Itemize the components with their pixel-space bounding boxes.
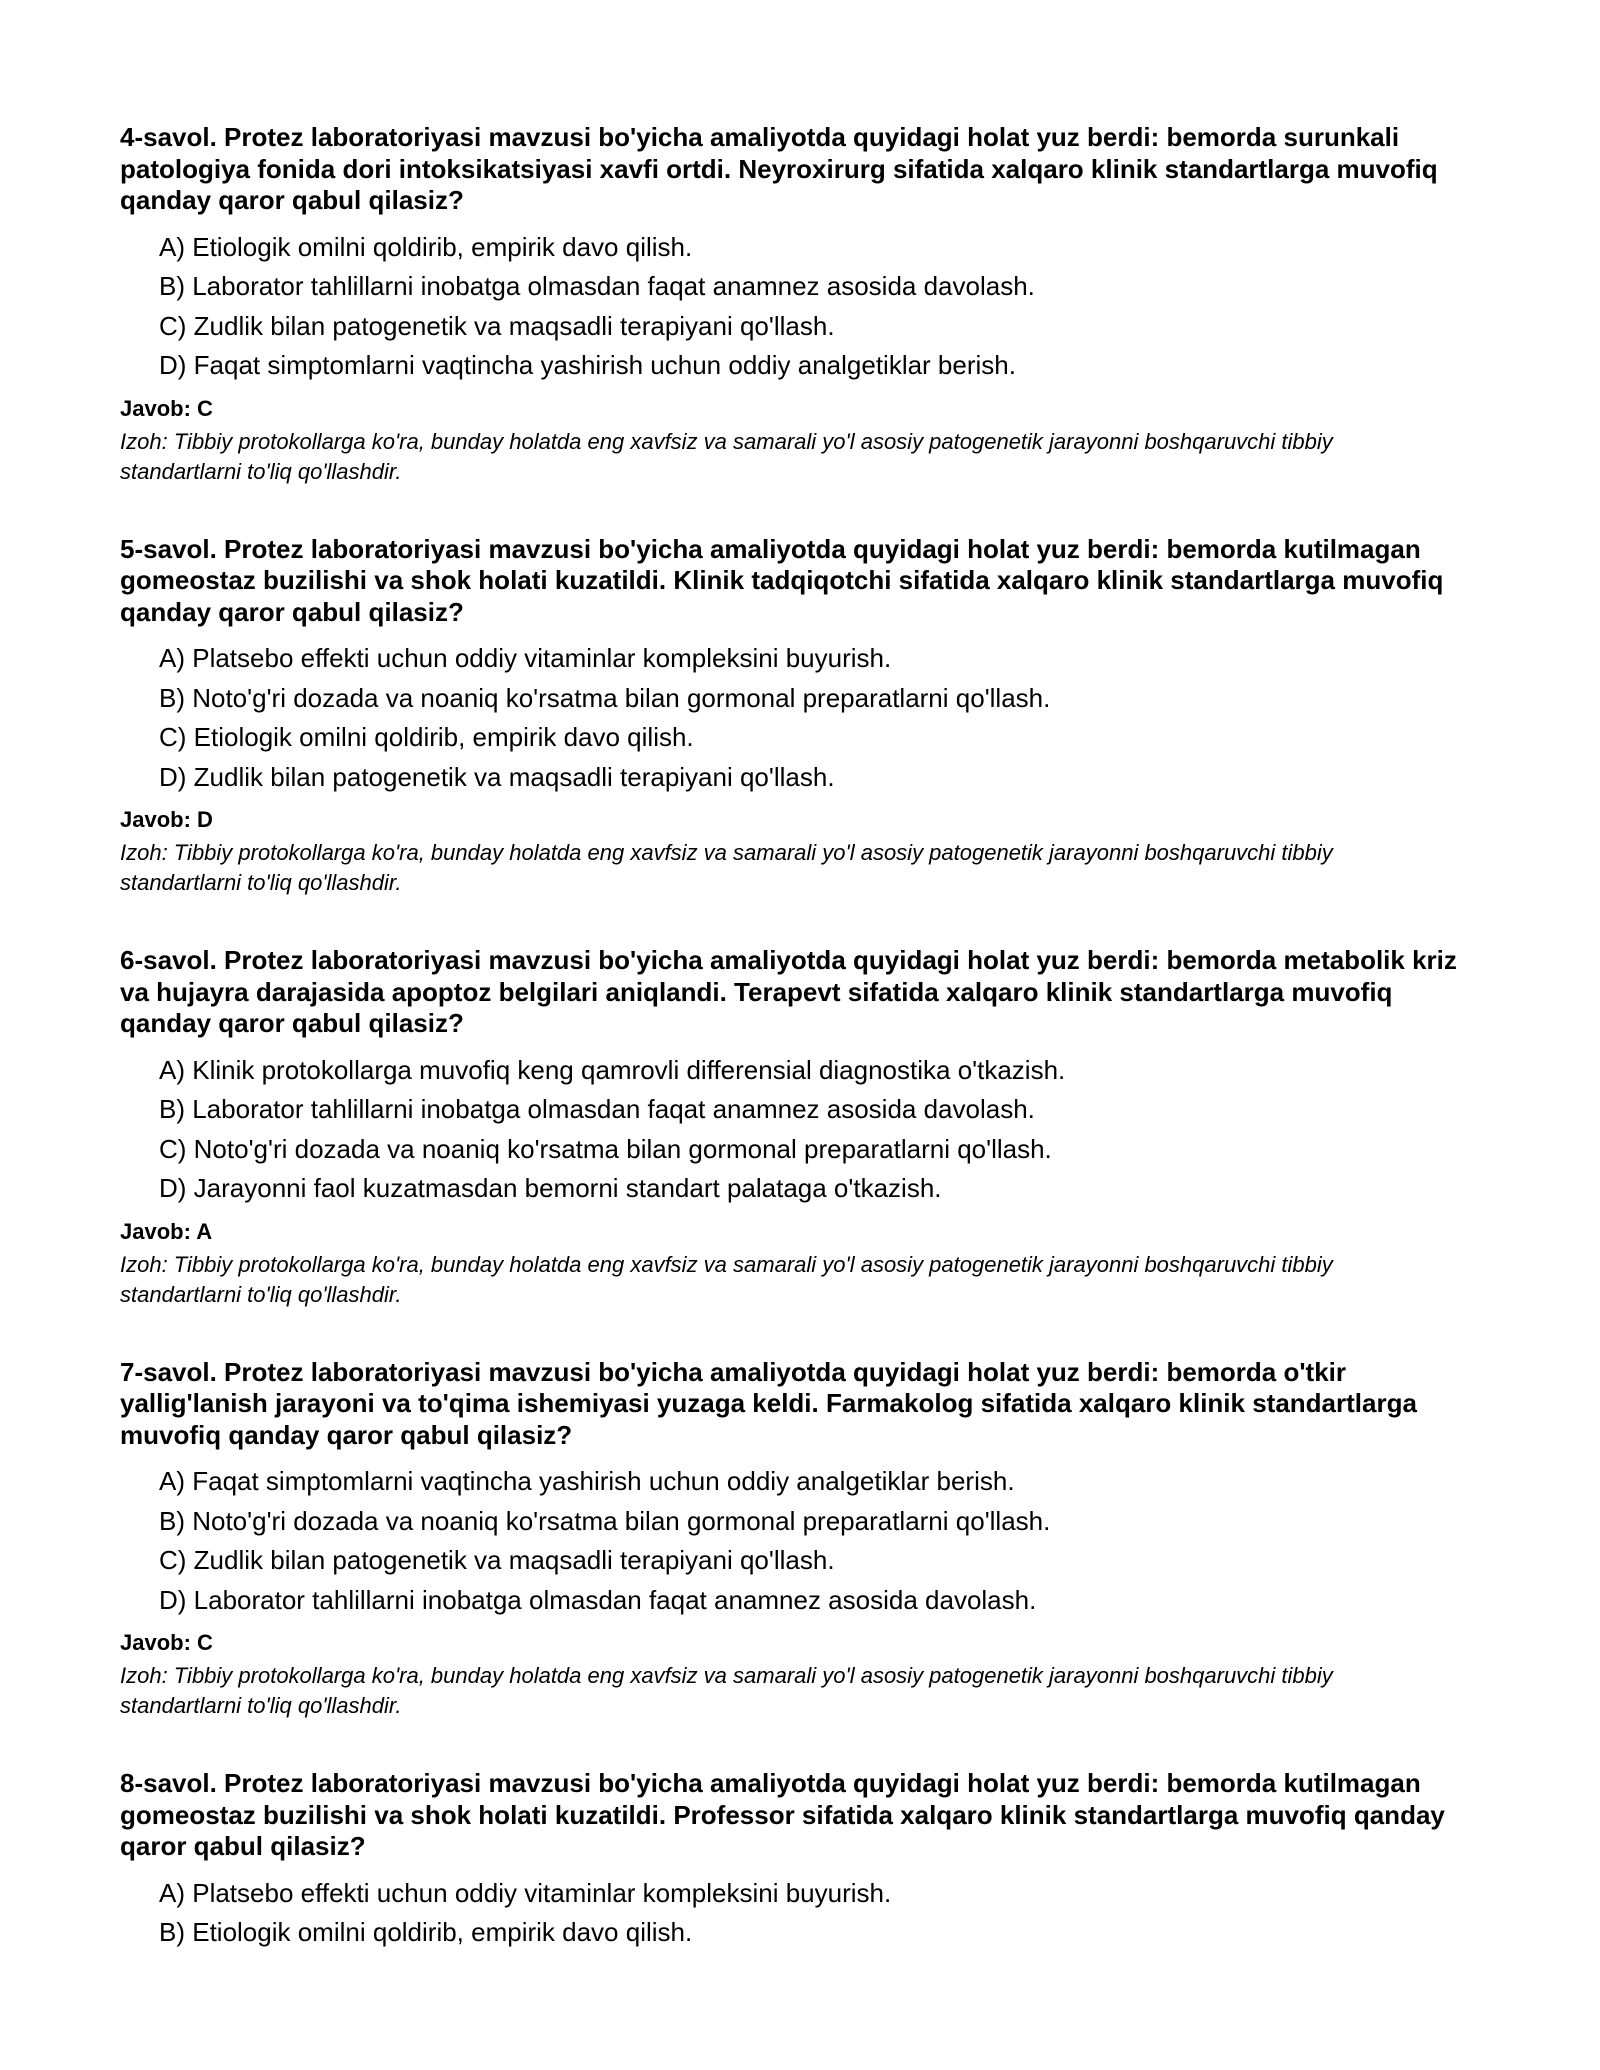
question-5 — [120, 534, 1490, 899]
option-d: D) Laborator tahlillarni inobatga olmasdan faqat anamnez asosida davolash. — [159, 1584, 1037, 1615]
answer-line: Javob: C — [120, 1630, 213, 1655]
options-list — [120, 1874, 1490, 1953]
options-list — [120, 1051, 1490, 1209]
option-a: A) Klinik protokollarga muvofiq keng qamrovli differensial diagnostika o'tkazish. — [159, 1054, 1066, 1085]
question-4 — [120, 122, 1490, 487]
options-list — [120, 639, 1490, 797]
option-d: D) Jarayonni faol kuzatmasdan bemorni standart palataga o'tkazish. — [159, 1173, 942, 1203]
option-b: B) Etiologik omilni qoldirib, empirik davo qilish. — [159, 1917, 693, 1947]
question-title: 5-savol. Protez laboratoriyasi mavzusi bo'yicha amaliyotda quyidagi holat yuz berdi: bemorda kutilmagan gomeostaz buzilishi va shok holati kuzatildi. Klinik tadqiqotchi sifatida xalqaro klinik standartlarga muvofiq qanday qaror qabul qilasiz? — [120, 533, 1444, 627]
option-b: B) Noto'g'ri dozada va noaniq ko'rsatma bilan gormonal preparatlarni qo'llash. — [159, 1505, 1051, 1536]
option-a: A) Etiologik omilni qoldirib, empirik davo qilish. — [159, 231, 693, 262]
option-a: A) Platsebo effekti uchun oddiy vitaminlar kompleksini buyurish. — [159, 643, 892, 673]
explanation-text: Izoh: Tibbiy protokollarga ko'ra, bunday holatda eng xavfsiz va samarali yo'l asosiy patogenetik jarayonni boshqaruvchi tibbiy standartlarni to'liq qo'llashdir. — [120, 1663, 1333, 1718]
answer-line: Javob: D — [120, 807, 213, 832]
question-title: 4-savol. Protez laboratoriyasi mavzusi bo'yicha amaliyotda quyidagi holat yuz berdi: bemorda surunkali patologiya fonida dori intoksikatsiyasi xavfi ortdi. Neyroxirurg sifatida xalqaro klinik standartlarga muvofiq qanday qaror qabul qilasiz? — [120, 122, 1438, 215]
question-title: 8-savol. Protez laboratoriyasi mavzusi bo'yicha amaliyotda quyidagi holat yuz berdi: bemorda kutilmagan gomeostaz buzilishi va shok holati kuzatildi. Professor sifatida xalqaro klinik standartlarga muvofiq qanday qaror qabul qilasiz? — [120, 1768, 1445, 1861]
option-c: C) Zudlik bilan patogenetik va maqsadli terapiyani qo'llash. — [159, 310, 835, 341]
option-c: C) Zudlik bilan patogenetik va maqsadli terapiyani qo'llash. — [159, 1545, 835, 1575]
option-b: B) Laborator tahlillarni inobatga olmasdan faqat anamnez asosida davolash. — [159, 1094, 1035, 1124]
question-6 — [120, 945, 1490, 1310]
answer-line: Javob: A — [120, 1218, 213, 1244]
answer-line: Javob: C — [120, 395, 213, 421]
option-b: B) Noto'g'ri dozada va noaniq ko'rsatma bilan gormonal preparatlarni qo'llash. — [159, 682, 1051, 713]
option-d: D) Faqat simptomlarni vaqtincha yashirish uchun oddiy analgetiklar berish. — [159, 350, 1016, 380]
option-a: A) Platsebo effekti uchun oddiy vitaminlar kompleksini buyurish. — [159, 1877, 892, 1908]
question-8 — [120, 1768, 1490, 1953]
options-list — [120, 228, 1490, 386]
question-title: 6-savol. Protez laboratoriyasi mavzusi bo'yicha amaliyotda quyidagi holat yuz berdi: bemorda metabolik kriz va hujayra darajasida apoptoz belgilari aniqlandi. Terapevt sifatida xalqaro klinik standartlarga muvofiq qanday qaror qabul qilasiz? — [120, 945, 1457, 1038]
question-title: 7-savol. Protez laboratoriyasi mavzusi bo'yicha amaliyotda quyidagi holat yuz berdi: bemorda o'tkir yallig'lanish jarayoni va to'qima ishemiyasi yuzaga keldi. Farmakolog sifatida xalqaro klinik standartlarga muvofiq qanday qaror qabul qilasiz? — [120, 1356, 1417, 1450]
explanation-text: Izoh: Tibbiy protokollarga ko'ra, bunday holatda eng xavfsiz va samarali yo'l asosiy patogenetik jarayonni boshqaruvchi tibbiy standartlarni to'liq qo'llashdir. — [120, 1251, 1333, 1307]
option-c: C) Etiologik omilni qoldirib, empirik davo qilish. — [159, 722, 694, 752]
question-7 — [120, 1357, 1490, 1722]
option-b: B) Laborator tahlillarni inobatga olmasdan faqat anamnez asosida davolash. — [159, 271, 1035, 301]
explanation-text: Izoh: Tibbiy protokollarga ko'ra, bunday holatda eng xavfsiz va samarali yo'l asosiy patogenetik jarayonni boshqaruvchi tibbiy standartlarni to'liq qo'llashdir. — [120, 840, 1333, 895]
option-c: C) Noto'g'ri dozada va noaniq ko'rsatma bilan gormonal preparatlarni qo'llash. — [159, 1133, 1052, 1164]
option-d: D) Zudlik bilan patogenetik va maqsadli terapiyani qo'llash. — [159, 761, 835, 792]
explanation-text: Izoh: Tibbiy protokollarga ko'ra, bunday holatda eng xavfsiz va samarali yo'l asosiy patogenetik jarayonni boshqaruvchi tibbiy standartlarni to'liq qo'llashdir. — [120, 428, 1333, 484]
option-a: A) Faqat simptomlarni vaqtincha yashirish uchun oddiy analgetiklar berish. — [159, 1466, 1015, 1496]
options-list — [120, 1462, 1490, 1620]
